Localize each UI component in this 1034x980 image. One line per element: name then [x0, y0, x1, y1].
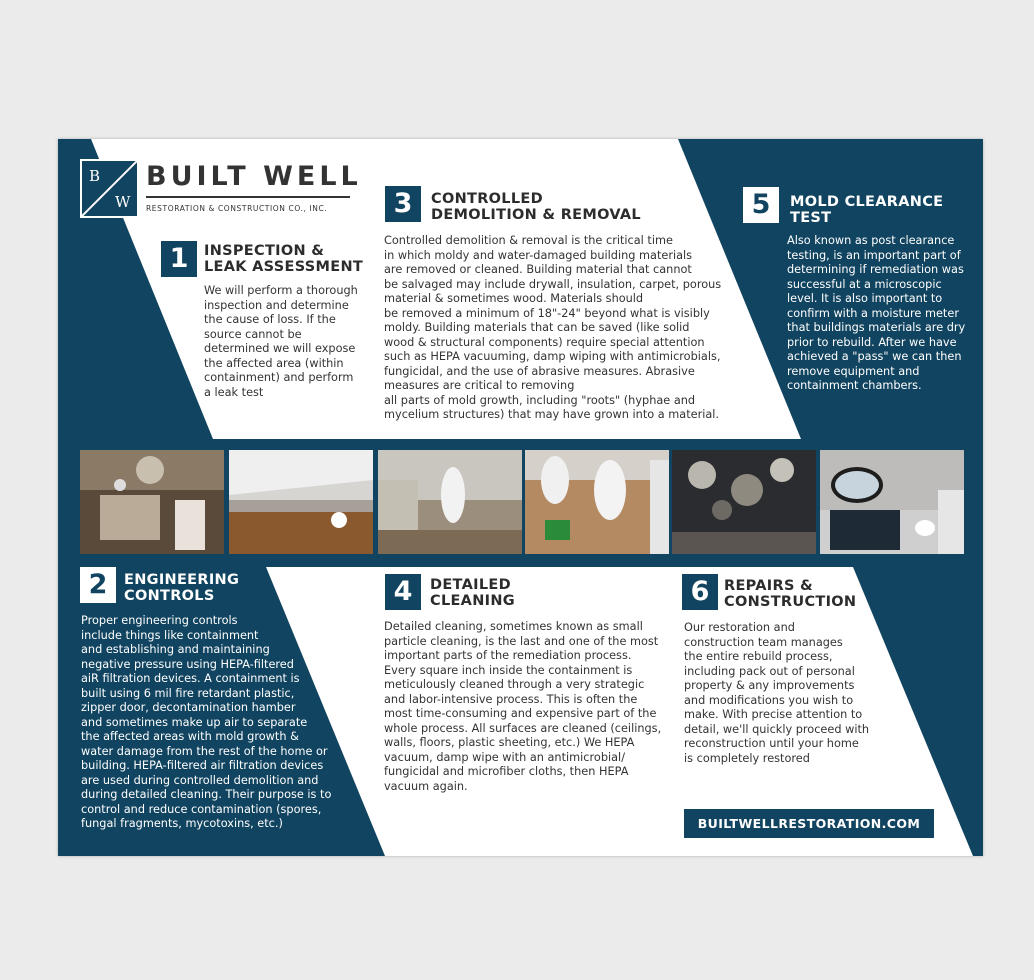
body-line: wood & structural components) require special attention: [384, 335, 705, 349]
body-line: prior to rebuild. After we have: [787, 335, 957, 349]
body-line: containment) and perform: [204, 371, 354, 384]
body-line: in which moldy and water-damaged building materials: [384, 248, 693, 262]
body-line: such as HEPA vacuuming, damp wiping with antimicrobials,: [384, 350, 721, 363]
body-line: be salvaged may include drywall, insulation, carpet, porous: [384, 277, 722, 291]
body-line: are used during controlled demolition and: [81, 773, 319, 787]
section-4-title-line1: DETAILED: [430, 577, 511, 593]
body-line: containment chambers.: [787, 379, 922, 392]
section-3-title: [431, 191, 641, 223]
section-6-title: [724, 578, 856, 610]
body-line: negative pressure using HEPA-filtered: [81, 657, 294, 671]
body-line: aiR filtration devices. A containment is: [81, 672, 300, 685]
body-line: Our restoration and: [684, 621, 795, 634]
body-line: a leak test: [204, 385, 264, 399]
section-2-title-line2: CONTROLS: [124, 588, 215, 604]
body-line: meticulously cleaned through a very strategic: [384, 678, 645, 691]
body-line: important parts of the remediation process.: [384, 649, 632, 662]
section-4-title-line2: CLEANING: [430, 593, 515, 609]
body-line: detail, we'll quickly proceed with: [684, 722, 870, 736]
section-5-body: [787, 234, 965, 394]
body-line: and labor-intensive process. This is often the: [384, 692, 638, 706]
logo-mark: [80, 159, 139, 218]
section-6-title-line1: REPAIRS &: [724, 578, 813, 594]
brand-tagline: RESTORATION & CONSTRUCTION CO., INC.: [146, 204, 328, 213]
section-2-title-line1: ENGINEERING: [124, 572, 240, 588]
body-line: remove equipment and: [787, 364, 920, 378]
photo-mold-growth-wall: [672, 450, 816, 554]
body-line: moldy. Building materials that can be saved (like solid: [384, 321, 690, 334]
body-line: We will perform a thorough: [204, 284, 358, 297]
body-line: whole process. All surfaces are cleaned (ceilings,: [384, 721, 662, 735]
section-4-body: [384, 620, 661, 794]
body-line: during detailed cleaning. Their purpose is to: [81, 788, 332, 801]
logo-letter-b: B: [89, 167, 101, 185]
body-line: zipper door, decontamination hamber: [81, 701, 296, 714]
body-line: be removed a minimum of 18"-24" beyond what is visibly: [384, 306, 710, 320]
body-line: Also known as post clearance: [787, 234, 955, 247]
section-3-title-line1: CONTROLLED: [431, 191, 543, 207]
body-line: that buildings materials are dry: [787, 321, 966, 334]
body-line: testing, is an important part of: [787, 248, 961, 262]
body-line: Detailed cleaning, sometimes known as small: [384, 620, 643, 633]
section-1-title-line2: LEAK ASSESSMENT: [204, 259, 364, 275]
body-line: reconstruction until your home: [684, 737, 859, 750]
section-2-number: 2: [80, 567, 116, 603]
body-line: Proper engineering controls: [81, 614, 238, 627]
body-line: mycelium structures) that may have grown into a material.: [384, 408, 720, 421]
photo-worker-demolition: [378, 450, 522, 554]
body-line: particle cleaning, is the last and one of the most: [384, 634, 659, 648]
body-line: the affected areas with mold growth &: [81, 730, 299, 743]
body-line: Every square inch inside the containment is: [384, 663, 633, 677]
section-5-title: [790, 194, 943, 226]
body-line: walls, floors, plastic sheeting, etc.) We HEPA: [384, 736, 635, 749]
body-line: achieved a "pass" we can then: [787, 350, 962, 363]
body-line: Controlled demolition & removal is the critical time: [384, 234, 673, 247]
body-line: fungicidal and microfiber cloths, then HEPA: [384, 765, 629, 778]
section-5-title-line1: MOLD CLEARANCE: [790, 194, 944, 210]
body-line: measures are critical to removing: [384, 379, 575, 392]
logo-letter-w: W: [115, 193, 131, 211]
photo-workers-cleaning-floor: [525, 450, 669, 554]
section-1-body: [204, 284, 358, 400]
flyer: [58, 139, 983, 856]
body-line: level. It is also important to: [787, 292, 943, 305]
brand-name: BUILT WELL: [146, 161, 362, 192]
body-line: determining if remediation was: [787, 263, 964, 276]
section-5-title-line2: TEST: [790, 210, 832, 226]
photo-restored-bathroom: [820, 450, 964, 554]
body-line: building. HEPA-filtered air filtration devices: [81, 759, 324, 772]
body-line: source cannot be: [204, 327, 302, 341]
website-link[interactable]: BUILTWELLRESTORATION.COM: [684, 809, 934, 838]
body-line: the entire rebuild process,: [684, 650, 833, 663]
section-2-body: [81, 614, 331, 832]
body-line: property & any improvements: [684, 679, 855, 692]
body-line: include things like containment: [81, 628, 259, 642]
section-4-title: [430, 577, 515, 609]
brand-divider: [146, 196, 350, 198]
section-2-title: [124, 572, 239, 604]
body-line: built using 6 mil fire retardant plastic,: [81, 686, 295, 700]
body-line: the affected area (within: [204, 356, 344, 370]
body-line: determined we will expose: [204, 342, 356, 355]
body-line: and sometimes make up air to separate: [81, 715, 308, 729]
photo-bathroom-inspection: [80, 450, 224, 554]
section-3-title-line2: DEMOLITION & REMOVAL: [431, 207, 641, 223]
section-1-number: 1: [161, 241, 197, 277]
section-3-body: [384, 234, 721, 423]
body-line: water damage from the rest of the home or: [81, 744, 328, 758]
section-1-title-line1: INSPECTION &: [204, 243, 325, 259]
section-1-title: [204, 243, 363, 275]
body-line: construction team manages: [684, 635, 843, 649]
body-line: and modifications you wish to: [684, 693, 854, 707]
body-line: including pack out of personal: [684, 664, 855, 678]
section-3-number: 3: [385, 186, 421, 222]
body-line: are removed or cleaned. Building material that cannot: [384, 263, 692, 276]
body-line: make. With precise attention to: [684, 708, 863, 721]
section-5-number: 5: [743, 187, 779, 223]
body-line: vacuum again.: [384, 779, 468, 793]
body-line: and establishing and maintaining: [81, 643, 270, 656]
section-4-number: 4: [385, 574, 421, 610]
body-line: material & sometimes wood. Materials should: [384, 292, 644, 305]
body-line: inspection and determine: [204, 298, 349, 312]
section-6-body: [684, 621, 869, 766]
body-line: fungicidal, and the use of abrasive measures. Abrasive: [384, 364, 695, 378]
body-line: control and reduce contamination (spores,: [81, 802, 322, 816]
photo-water-damaged-room: [229, 450, 373, 554]
body-line: most time-consuming and expensive part of the: [384, 707, 657, 720]
body-line: vacuum, damp wipe with an antimicrobial/: [384, 750, 625, 764]
body-line: confirm with a moisture meter: [787, 306, 959, 320]
section-6-number: 6: [682, 574, 718, 610]
body-line: the cause of loss. If the: [204, 313, 336, 326]
body-line: is completely restored: [684, 751, 810, 765]
body-line: all parts of mold growth, including "roots" (hyphae and: [384, 393, 696, 407]
body-line: fungal fragments, mycotoxins, etc.): [81, 817, 283, 830]
body-line: successful at a microscopic: [787, 277, 942, 291]
section-6-title-line2: CONSTRUCTION: [724, 594, 857, 610]
